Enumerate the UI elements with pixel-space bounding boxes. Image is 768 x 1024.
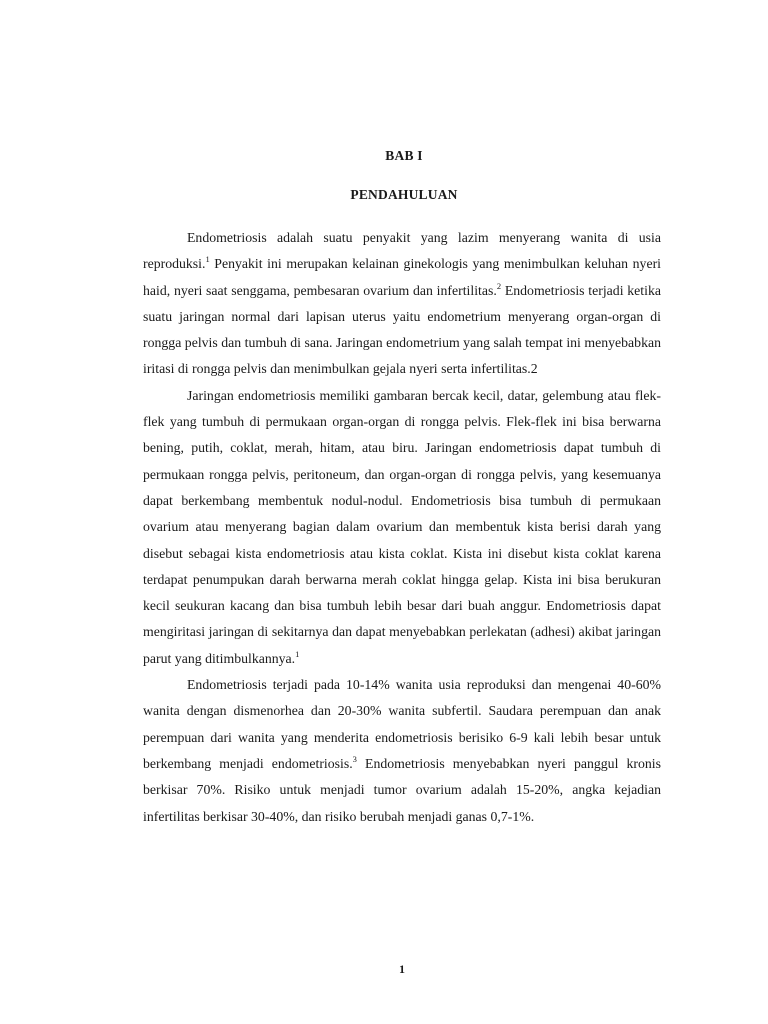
body-text	[143, 225, 661, 830]
footnote-ref: 1	[205, 254, 210, 265]
paragraph-3-sentence-2: Endometriosis menyebabkan nyeri panggul kronis berkisar 70%. Risiko untuk menjadi tumor ovarium adalah 15-20%, angka kejadian infertilitas berkisar 30-40%, dan risiko berubah menjadi ganas 0,7-1%.	[143, 755, 661, 824]
page-number: 1	[399, 962, 405, 976]
paragraph-2	[143, 383, 661, 672]
footnote-ref: 3	[352, 753, 357, 764]
paragraph-1-sentence-2: Penyakit ini merupakan kelainan ginekologis yang menimbulkan keluhan nyeri haid, nyeri saat senggama, pembesaran ovarium dan infertilitas.	[143, 256, 661, 298]
chapter-heading: BAB I	[385, 148, 423, 163]
footnote-ref: 1	[295, 648, 300, 659]
paragraph-3	[143, 672, 661, 830]
paragraph-1-sentence-3: Endometriosis terjadi ketika suatu jaringan normal dari lapisan uterus yaitu endometrium menyerang organ-organ di rongga pelvis dan tumbuh di sana. Jaringan endometrium yang salah tempat ini menyebabkan iritasi di rongga pelvis dan menimbulkan gejala nyeri serta infertilitas.2	[143, 282, 661, 377]
paragraph-3-sentence-1: Endometriosis terjadi pada 10-14% wanita usia reproduksi dan mengenai 40-60% wanita dengan dismenorhea dan 20-30% wanita subfertil. Saudara perempuan dan anak perempuan dari wanita yang menderita endometriosis berisiko 6-9 kali lebih besar untuk berkembang menjadi endometriosis.	[143, 677, 661, 771]
footnote-ref: 2	[496, 280, 502, 291]
chapter-title: PENDAHULUAN	[350, 187, 458, 202]
paragraph-2-text: Jaringan endometriosis memiliki gambaran bercak kecil, datar, gelembung atau flek-flek yang tumbuh di permukaan organ-organ di rongga pelvis. Flek-flek ini bisa berwarna bening, putih, coklat, merah, hitam, atau biru. Jaringan endometriosis dapat tumbuh di permukaan rongga pelvis, peritoneum, dan organ-organ di rongga pelvis, yang kesemuanya dapat berkembang membentuk nodul-nodul. Endometriosis bisa tumbuh di permukaan ovarium atau menyerang bagian dalam ovarium dan membentuk kista berisi darah yang disebut sebagai kista endometriosis atau kista coklat. Kista ini disebut kista coklat karena terdapat penumpukan darah berwarna merah coklat hingga gelap. Kista ini bisa berukuran kecil seukuran kacang dan bisa tumbuh lebih besar dari buah anggur. Endometriosis dapat mengiritasi jaringan di sekitarnya dan dapat menyebabkan perlekatan (adhesi) akibat jaringan parut yang ditimbulkannya.	[143, 387, 661, 666]
paragraph-1-sentence-1: Endometriosis adalah suatu penyakit yang lazim menyerang wanita di usia reproduksi.	[143, 230, 661, 272]
paragraph-1	[143, 225, 661, 383]
